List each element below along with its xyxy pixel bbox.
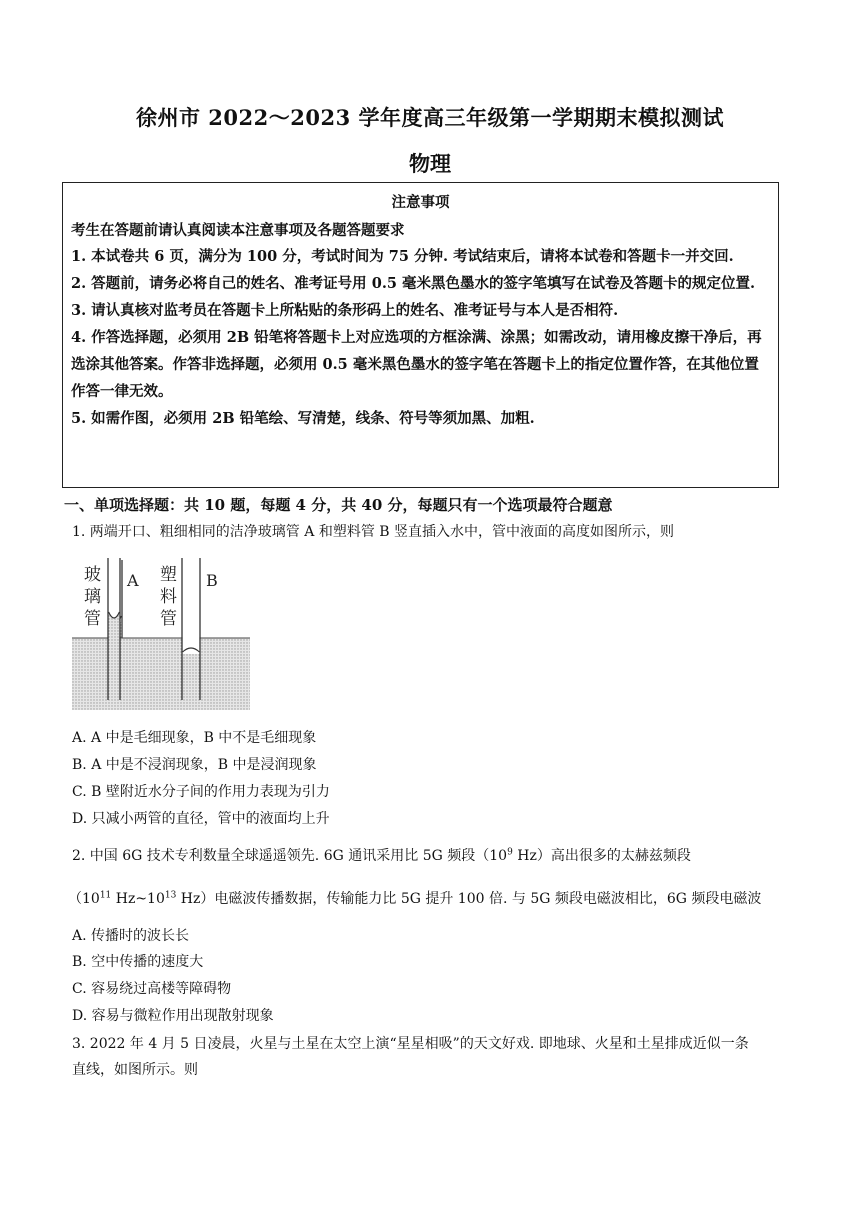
notice-item-4: 4. 作答选择题，必须用 2B 铅笔将答题卡上对应选项的方框涂满、涂黑；如需改动，请用橡皮擦干净后，再选涂其他答案。作答非选择题，必须用 0.5 毫米黑色墨水的签字笔在答题卡上的指定位置作答，在其他位置作答一律无效。 <box>71 329 762 400</box>
q2-base-1: 10 <box>489 848 508 864</box>
question-2-option-b: B. 空中传播的速度大 <box>72 954 204 970</box>
question-2-stem-line-1 <box>72 846 802 866</box>
q2-exp-2: 11 <box>99 890 112 901</box>
notice-intro: 考生在答题前请认真阅读本注意事项及各题答题要求 <box>71 222 405 239</box>
subject-title: 物理 <box>409 151 451 176</box>
label-plastic-2: 料 <box>160 587 177 607</box>
tube-b-air <box>183 558 200 654</box>
label-b: B <box>206 571 218 590</box>
notice-heading: 注意事项 <box>391 194 450 211</box>
tube-b-liquid-column <box>183 654 200 700</box>
question-3-stem-line-1: 3. 2022 年 4 月 5 日凌晨，火星与土星在太空上演“星星相吸”的天文好戏. 即地球、火星和土星排成近似一条 <box>72 1036 749 1052</box>
question-2-option-d: D. 容易与微粒作用出现散射现象 <box>72 1008 274 1024</box>
question-1-option-c: C. B 壁附近水分子间的作用力表现为引力 <box>72 784 330 800</box>
label-glass-2: 璃 <box>84 587 101 607</box>
q2-exp-1: 9 <box>507 847 513 858</box>
question-2-stem-line-2 <box>68 889 798 909</box>
question-3-stem-line-2: 直线，如图所示。则 <box>72 1062 198 1078</box>
water-region-full <box>72 638 250 710</box>
question-1-option-b: B. A 中是不浸润现象，B 中是浸润现象 <box>72 757 317 773</box>
notice-item-1: 1. 本试卷共 6 页，满分为 100 分，考试时间为 75 分钟. 考试结束后，请将本试卷和答题卡一并交回. <box>71 248 734 265</box>
q2-power-1 <box>489 848 513 864</box>
q2-range-sep: Hz~ <box>111 891 148 907</box>
notice-item-2: 2. 答题前，请务必将自己的姓名、准考证号用 0.5 毫米黑色墨水的签字笔填写在试卷及答题卡的规定位置. <box>71 275 756 292</box>
q2-unit-1: Hz）高出很多的太赫兹频段 <box>512 848 691 864</box>
question-1-stem: 1. 两端开口、粗细相同的洁净玻璃管 A 和塑料管 B 竖直插入水中，管中液面的高度如图所示，则 <box>72 524 675 540</box>
label-glass-3: 管 <box>84 609 101 629</box>
notice-box <box>62 182 779 488</box>
tube-a-liquid-column <box>109 614 120 700</box>
notice-item-5: 5. 如需作图，必须用 2B 铅笔绘、写清楚，线条、符号等须加黑、加粗. <box>71 410 535 427</box>
question-2-option-c: C. 容易绕过高楼等障碍物 <box>72 981 232 997</box>
section-heading: 一、单项选择题：共 10 题，每题 4 分，共 40 分，每题只有一个选项最符合题意 <box>64 496 613 514</box>
q2-text-a: 2. 中国 6G 技术专利数量全球遥遥领先. 6G 通讯采用比 5G 频段（ <box>72 848 490 864</box>
question-1-option-d: D. 只减小两管的直径，管中的液面均上升 <box>72 811 330 827</box>
notice-item-3: 3. 请认真核对监考员在答题卡上所粘贴的条形码上的姓名、准考证号与本人是否相符. <box>71 302 619 319</box>
question-1-option-a: A. A 中是毛细现象，B 中不是毛细现象 <box>72 730 317 746</box>
exam-title: 徐州市 2022～2023 学年度高三年级第一学期期末模拟测试 <box>135 105 724 130</box>
tube-a-air <box>109 558 120 614</box>
q2-paren: （ <box>68 891 82 907</box>
notice-items <box>71 243 772 432</box>
question-2-option-a: A. 传播时的波长长 <box>72 928 190 944</box>
q2-unit-2: Hz）电磁波传播数据，传输能力比 5G 提升 100 倍. 与 5G 频段电磁波相比，6G 频段电磁波 <box>176 891 762 907</box>
q2-base-2: 10 <box>82 891 100 907</box>
q2-exp-3: 13 <box>164 890 177 901</box>
q2-base-3: 10 <box>147 891 165 907</box>
label-plastic-1: 塑 <box>160 565 177 585</box>
label-glass-1: 玻 <box>84 565 101 585</box>
label-plastic-3: 管 <box>160 609 177 629</box>
capillary-tubes-figure-right <box>72 558 262 714</box>
label-a: A <box>127 571 139 590</box>
